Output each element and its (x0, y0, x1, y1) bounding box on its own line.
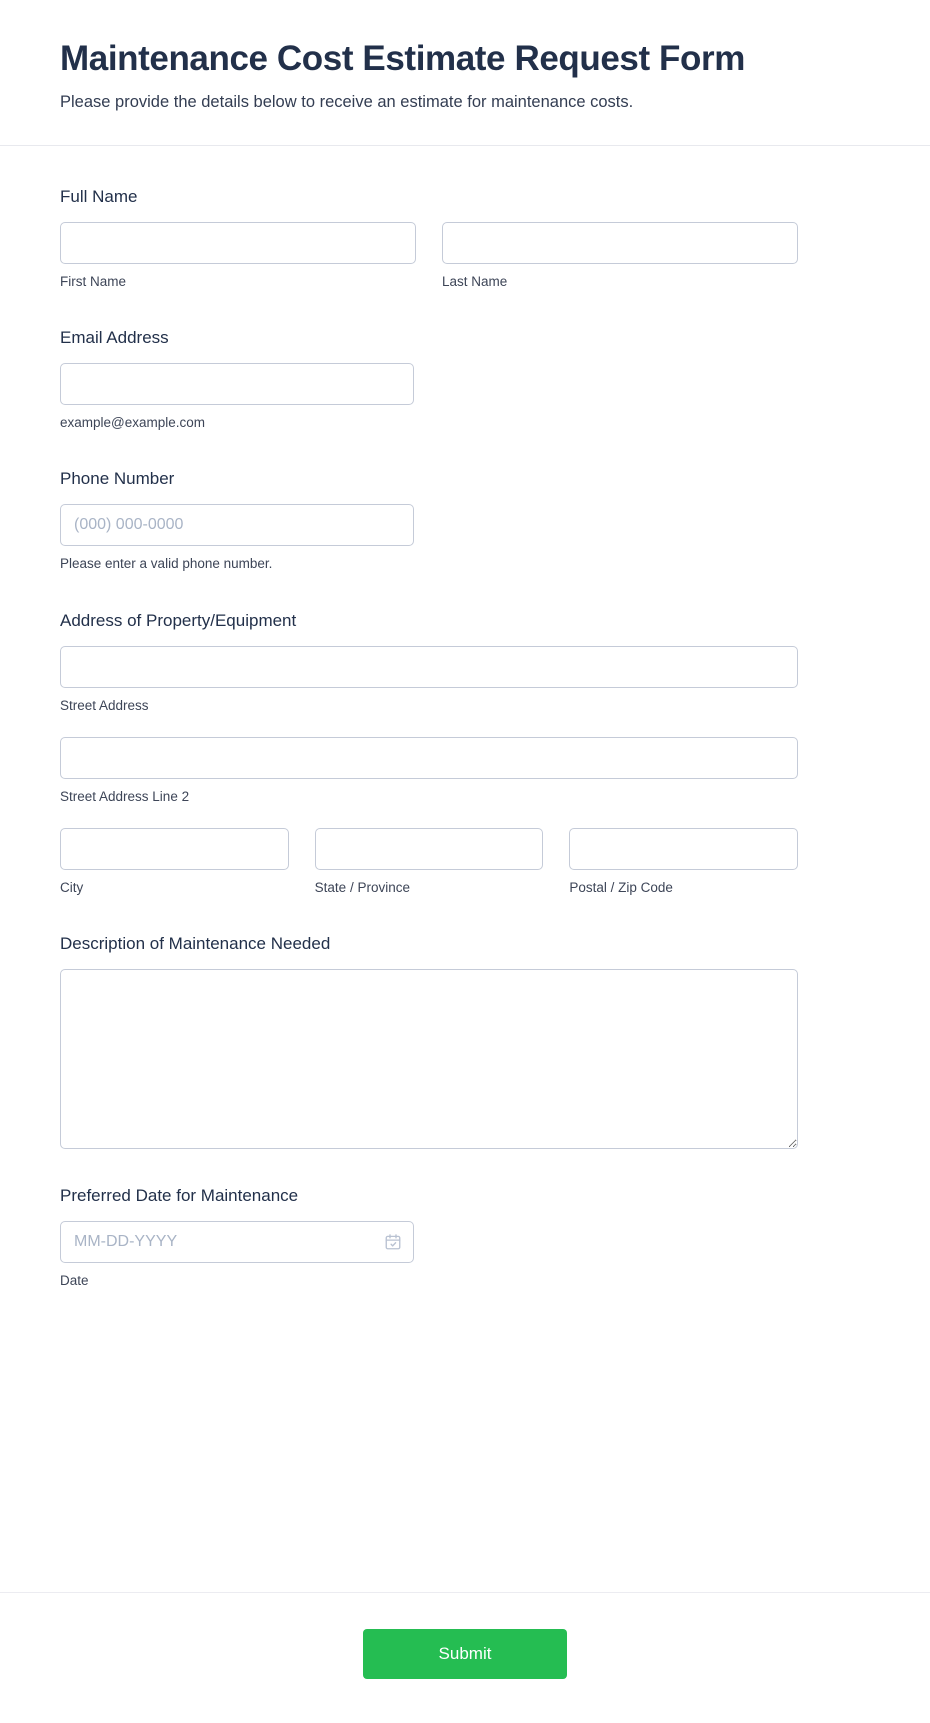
sublabel-first-name: First Name (60, 273, 127, 289)
page-title: Maintenance Cost Estimate Request Form (60, 39, 745, 78)
sublabel-street-address-2: Street Address Line 2 (60, 788, 190, 804)
field-description (60, 933, 870, 1149)
street-address-2-input[interactable] (60, 737, 798, 779)
street-address-input[interactable] (60, 646, 798, 688)
city-col (60, 828, 289, 897)
field-label-description: Description of Maintenance Needed (60, 934, 331, 954)
date-input-wrap (60, 1221, 414, 1263)
form-body (0, 146, 930, 1593)
sublabel-last-name: Last Name (442, 273, 508, 289)
field-label-full-name: Full Name (60, 186, 138, 206)
description-textarea[interactable] (60, 969, 798, 1149)
form-footer (0, 1593, 930, 1723)
state-province-input[interactable] (315, 828, 544, 870)
page-subtitle: Please provide the details below to receive an estimate for maintenance costs. (60, 92, 634, 111)
sublabel-date: Date (60, 1273, 89, 1289)
sublabel-phone: Please enter a valid phone number. (60, 556, 273, 572)
street-address-row (60, 646, 870, 715)
first-name-col (60, 222, 416, 291)
street-address-2-row (60, 737, 870, 806)
first-name-input[interactable] (60, 222, 416, 264)
sublabel-postal-zip: Postal / Zip Code (569, 880, 673, 896)
state-col (315, 828, 544, 897)
field-label-email-address: Email Address (60, 327, 169, 347)
email-input[interactable] (60, 363, 414, 405)
sublabel-email: example@example.com (60, 415, 206, 431)
phone-input[interactable] (60, 504, 414, 546)
field-email-address (60, 327, 870, 432)
submit-button[interactable]: Submit (363, 1629, 567, 1679)
last-name-col (442, 222, 798, 291)
city-state-zip-row (60, 828, 798, 897)
field-label-phone-number: Phone Number (60, 469, 175, 489)
form-header (0, 0, 930, 146)
postal-col (569, 828, 798, 897)
sublabel-city: City (60, 880, 84, 896)
preferred-date-input[interactable] (60, 1221, 414, 1263)
full-name-row (60, 222, 870, 291)
field-address (60, 610, 870, 898)
sublabel-street-address: Street Address (60, 697, 149, 713)
postal-zip-input[interactable] (569, 828, 798, 870)
field-phone-number (60, 468, 870, 573)
field-preferred-date (60, 1185, 870, 1290)
field-label-address: Address of Property/Equipment (60, 610, 297, 630)
last-name-input[interactable] (442, 222, 798, 264)
city-input[interactable] (60, 828, 289, 870)
sublabel-state-province: State / Province (314, 880, 410, 896)
field-label-preferred-date: Preferred Date for Maintenance (60, 1186, 299, 1206)
field-full-name (60, 186, 870, 291)
